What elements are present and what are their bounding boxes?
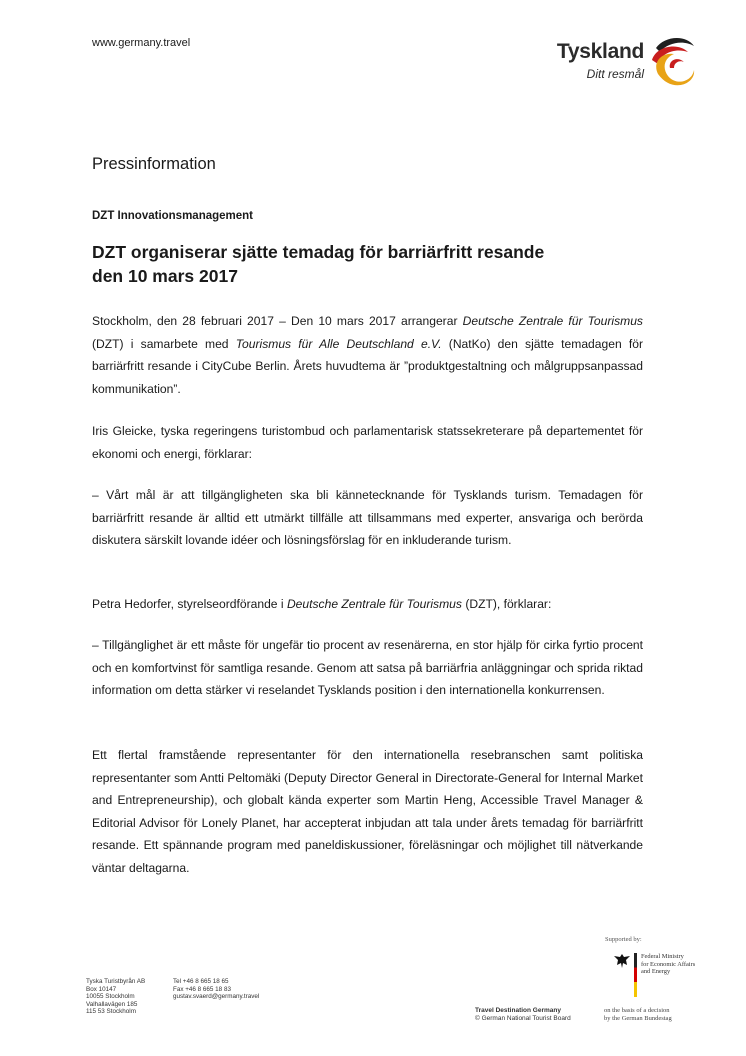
paragraph-intro: [92, 310, 643, 400]
website-url: www.germany.travel: [92, 37, 191, 49]
department-label: DZT Innovationsmanagement: [92, 210, 254, 222]
german-flag-bar: [634, 953, 637, 997]
paragraph-gleicke-intro: Iris Gleicke, tyska regeringens turistombud och parlamentarisk statssekreterare på departementet för ekonomi och energi, förklarar:: [92, 424, 643, 461]
federal-eagle-icon: [613, 953, 631, 969]
paragraph-speakers: Ett flertal framstående representanter för den internationella resebranschen samt politiska representanter som Antti Peltomäki (Deputy Director General in Directorate-General for Internal Market and Entrepreneurship), och globalt kända experter som Martin Heng, Accessible Travel Manager & Editorial Advisor för Lonely Planet, har accepterat inbjudan att tala under årets temadag för barriärfritt resande. Ett spännande program med paneldiskussioner, föreläsningar och möjlighet till nätverkande väntar deltagarna.: [92, 748, 643, 875]
logo-tagline: Ditt resmål: [586, 67, 644, 81]
decision-line: by the German Bundestag: [604, 1015, 672, 1022]
text-run: (DZT), förklarar:: [461, 597, 552, 611]
text-run: Stockholm, den 28 februari 2017 – Den 10 mars 2017 arrangerar: [92, 314, 463, 328]
fax: Fax +46 8 665 18 83: [173, 985, 231, 993]
headline-line-1: DZT organiserar sjätte temadag för barriärfritt resande: [92, 242, 545, 262]
swirl-logo-icon: [648, 34, 698, 90]
tdg-subtitle: © German National Tourist Board: [475, 1015, 571, 1022]
headline: [92, 240, 632, 288]
text-run-italic: Tourismus für Alle Deutschland e.V.: [235, 336, 442, 351]
ministry-name: [641, 953, 721, 976]
headline-line-2: den 10 mars 2017: [92, 266, 238, 286]
paragraph-hedorfer-quote: – Tillgänglighet är ett måste för ungefär tio procent av resenärerna, en stor hjälp för cirka fyrtio procent och en komfortvinst för samtliga resande. Genom att satsa på barriärfria anläggningar och sprida riktad information om detta stärker vi reselandet Tysklands position i den internationella konkurrensen.: [92, 638, 643, 698]
address-line: 10055 Stockholm: [86, 993, 135, 1001]
ministry-line: for Economic Affairs: [641, 960, 696, 968]
section-title: Pressinformation: [92, 155, 216, 173]
text-run: Petra Hedorfer, styrelseordförande i: [92, 597, 287, 611]
logo-name: Tyskland: [556, 40, 644, 63]
footer-address: [86, 978, 145, 1016]
decision-line: on the basis of a decision: [604, 1007, 670, 1014]
bundestag-decision: [604, 1007, 672, 1023]
text-run-italic: Deutsche Zentrale für Tourismus: [462, 314, 643, 328]
address-line: Tyska Turistbyrån AB: [86, 978, 146, 985]
tdg-name: Travel Destination Germany: [475, 1007, 561, 1014]
tdg-footer: [475, 1007, 571, 1023]
text-run-italic: Deutsche Zentrale für Tourismus: [286, 597, 462, 611]
address-line: 115 53 Stockholm: [86, 1008, 136, 1016]
text-run: (NatKo) den sjätte temadagen för barriärfritt resande i CityCube Berlin. Årets huvudtema är ”produktgestaltning och målgruppsanpassad kommunikation”.: [92, 336, 644, 396]
ministry-logo: [613, 953, 723, 998]
email-link[interactable]: gustav.svaerd@germany.travel: [173, 993, 260, 1001]
ministry-line: Federal Ministry: [641, 953, 684, 960]
text-run: (DZT) i samarbete med: [92, 336, 236, 351]
address-line: Box 10147: [86, 985, 117, 993]
supported-by-label: Supported by:: [605, 936, 642, 943]
paragraph-gleicke-quote: – Vårt mål är att tillgängligheten ska bli kännetecknande för Tysklands turism. Temadagen för barriärfritt resande är alltid ett utmärkt tillfälle att tillsammans med experter, ansvariga och berörda diskutera särskilt lovande idéer och lösningsförslag för en inkluderande turism.: [92, 488, 643, 548]
footer-contact: [173, 978, 259, 1001]
ministry-line: and Energy: [641, 968, 671, 976]
phone: Tel +46 8 665 18 65: [173, 978, 229, 985]
address-line: Valhallavägen 185: [86, 1000, 138, 1008]
germany-travel-logo: [538, 34, 698, 94]
paragraph-hedorfer-intro: [92, 593, 643, 616]
